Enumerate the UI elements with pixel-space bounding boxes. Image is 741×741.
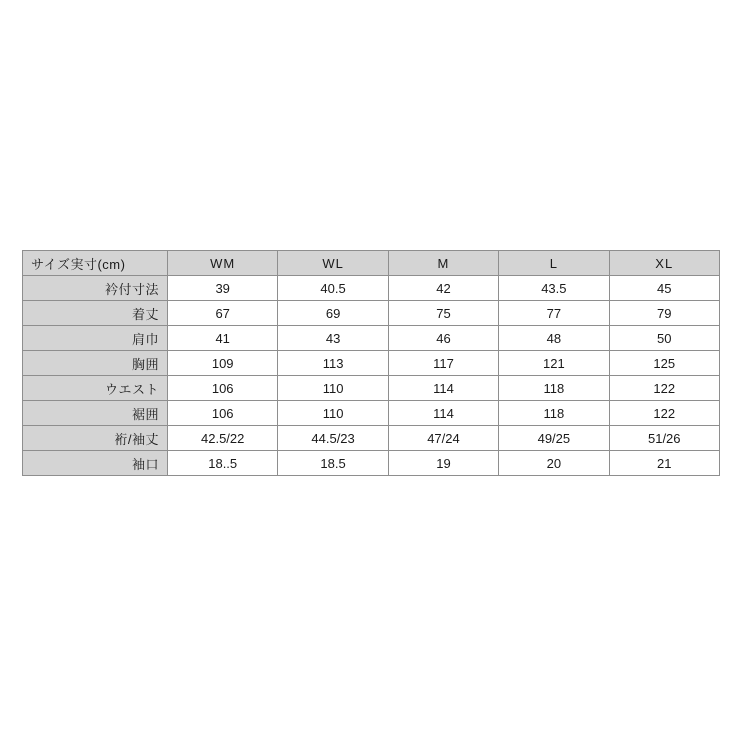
cell-hem-xl: 122 xyxy=(609,401,719,426)
cell-sleeve-wl: 44.5/23 xyxy=(278,426,388,451)
size-chart-table xyxy=(22,250,720,476)
cell-sleeve-xl: 51/26 xyxy=(609,426,719,451)
row-label-cuff: 袖口 xyxy=(23,451,168,476)
size-table-container xyxy=(22,250,719,476)
table-header-row xyxy=(23,251,720,276)
cell-length-m: 75 xyxy=(388,301,498,326)
cell-sleeve-wm: 42.5/22 xyxy=(168,426,278,451)
header-size-wm: WM xyxy=(168,251,278,276)
table-row xyxy=(23,326,720,351)
table-row xyxy=(23,376,720,401)
cell-shoulder-xl: 50 xyxy=(609,326,719,351)
table-body xyxy=(23,276,720,476)
cell-shoulder-wm: 41 xyxy=(168,326,278,351)
cell-length-l: 77 xyxy=(499,301,609,326)
header-size-m: M xyxy=(388,251,498,276)
cell-collar-wm: 39 xyxy=(168,276,278,301)
cell-chest-xl: 125 xyxy=(609,351,719,376)
table-header xyxy=(23,251,720,276)
cell-chest-wm: 109 xyxy=(168,351,278,376)
cell-waist-xl: 122 xyxy=(609,376,719,401)
cell-length-wl: 69 xyxy=(278,301,388,326)
cell-chest-l: 121 xyxy=(499,351,609,376)
table-row xyxy=(23,351,720,376)
table-row xyxy=(23,426,720,451)
row-label-collar: 衿付寸法 xyxy=(23,276,168,301)
cell-length-xl: 79 xyxy=(609,301,719,326)
cell-chest-m: 117 xyxy=(388,351,498,376)
row-label-waist: ウエスト xyxy=(23,376,168,401)
cell-chest-wl: 113 xyxy=(278,351,388,376)
cell-cuff-wm: 18..5 xyxy=(168,451,278,476)
table-row xyxy=(23,401,720,426)
cell-shoulder-m: 46 xyxy=(388,326,498,351)
cell-waist-wm: 106 xyxy=(168,376,278,401)
cell-collar-xl: 45 xyxy=(609,276,719,301)
row-label-hem: 裾囲 xyxy=(23,401,168,426)
cell-shoulder-l: 48 xyxy=(499,326,609,351)
cell-shoulder-wl: 43 xyxy=(278,326,388,351)
header-size-wl: WL xyxy=(278,251,388,276)
header-label-cell: サイズ実寸(cm) xyxy=(23,251,168,276)
cell-sleeve-l: 49/25 xyxy=(499,426,609,451)
cell-sleeve-m: 47/24 xyxy=(388,426,498,451)
table-row xyxy=(23,451,720,476)
cell-collar-l: 43.5 xyxy=(499,276,609,301)
cell-waist-m: 114 xyxy=(388,376,498,401)
cell-cuff-xl: 21 xyxy=(609,451,719,476)
table-row xyxy=(23,276,720,301)
header-size-xl: XL xyxy=(609,251,719,276)
row-label-length: 着丈 xyxy=(23,301,168,326)
cell-waist-wl: 110 xyxy=(278,376,388,401)
header-size-l: L xyxy=(499,251,609,276)
cell-hem-wm: 106 xyxy=(168,401,278,426)
cell-hem-l: 118 xyxy=(499,401,609,426)
cell-cuff-l: 20 xyxy=(499,451,609,476)
cell-length-wm: 67 xyxy=(168,301,278,326)
cell-hem-wl: 110 xyxy=(278,401,388,426)
row-label-shoulder: 肩巾 xyxy=(23,326,168,351)
cell-cuff-wl: 18.5 xyxy=(278,451,388,476)
cell-collar-m: 42 xyxy=(388,276,498,301)
row-label-sleeve: 裄/袖丈 xyxy=(23,426,168,451)
cell-collar-wl: 40.5 xyxy=(278,276,388,301)
cell-waist-l: 118 xyxy=(499,376,609,401)
table-row xyxy=(23,301,720,326)
cell-hem-m: 114 xyxy=(388,401,498,426)
cell-cuff-m: 19 xyxy=(388,451,498,476)
row-label-chest: 胸囲 xyxy=(23,351,168,376)
